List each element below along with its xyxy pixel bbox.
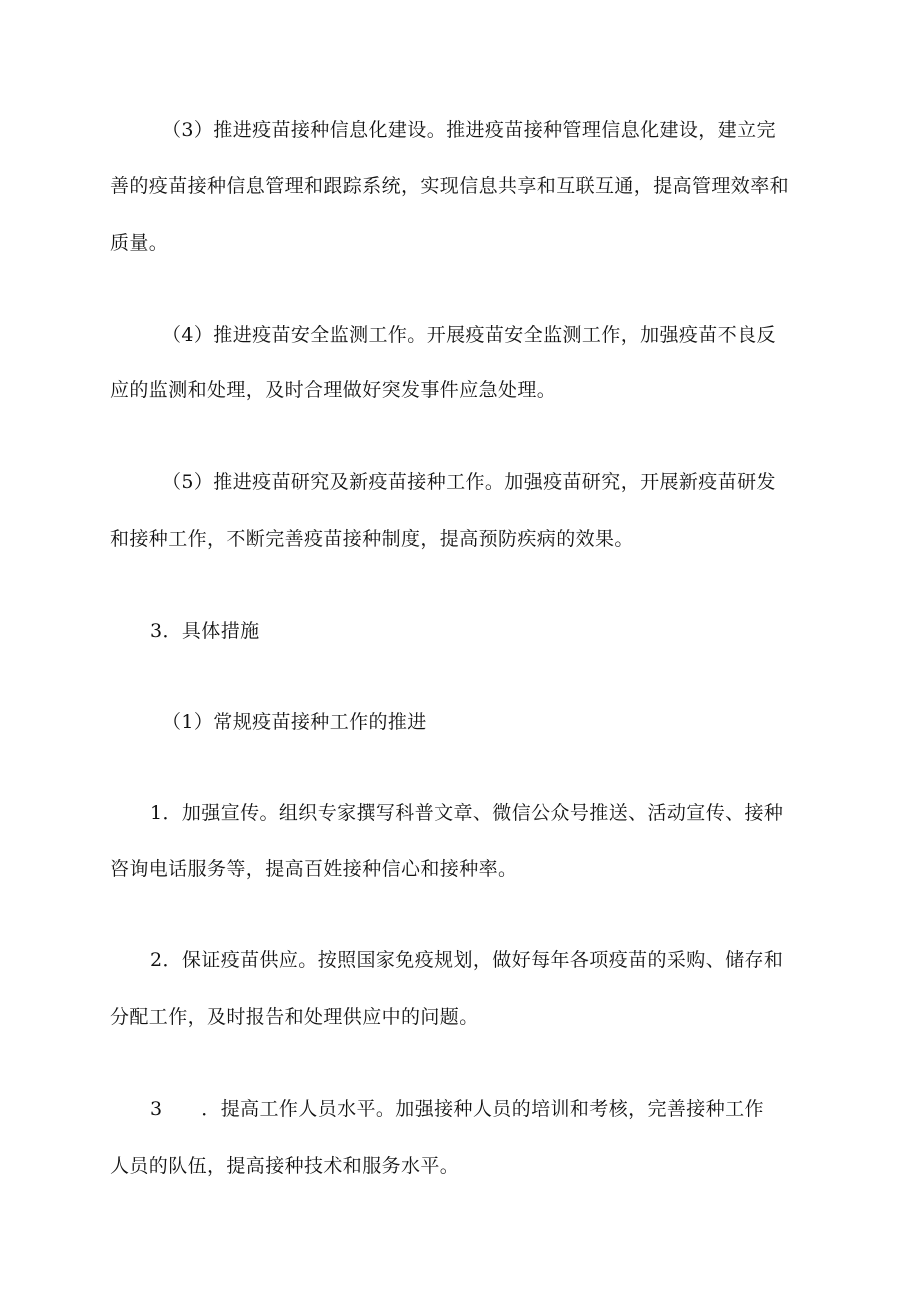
text-line: （1）常规疫苗接种工作的推进 [162, 711, 427, 733]
text-line: 咨询电话服务等，提高百姓接种信心和接种率。 [110, 858, 518, 880]
text-line: 质量。 [110, 232, 169, 254]
text-line: 1．加强宣传。组织专家撰写科普文章、微信公众号推送、活动宣传、接种 [150, 802, 784, 824]
text-line: （5）推进疫苗研究及新疫苗接种工作。加强疫苗研究，开展新疫苗研发 [162, 471, 776, 493]
text-line: 3 ．提高工作人员水平。加强接种人员的培训和考核，完善接种工作 [150, 1098, 764, 1120]
text-line: 3．具体措施 [150, 620, 260, 642]
text-line: （3）推进疫苗接种信息化建设。推进疫苗接种管理信息化建设，建立完 [162, 119, 776, 141]
text-line: 2．保证疫苗供应。按照国家免疫规划，做好每年各项疫苗的采购、储存和 [150, 949, 784, 971]
text-line: 和接种工作，不断完善疫苗接种制度，提高预防疾病的效果。 [110, 528, 634, 550]
text-line: 应的监测和处理，及时合理做好突发事件应急处理。 [110, 379, 557, 401]
text-line: 人员的队伍，提高接种技术和服务水平。 [110, 1155, 460, 1177]
text-line: 分配工作，及时报告和处理供应中的问题。 [110, 1006, 479, 1028]
text-line: 善的疫苗接种信息管理和跟踪系统，实现信息共享和互联互通，提高管理效率和 [110, 175, 790, 197]
text-line: （4）推进疫苗安全监测工作。开展疫苗安全监测工作，加强疫苗不良反 [162, 324, 776, 346]
